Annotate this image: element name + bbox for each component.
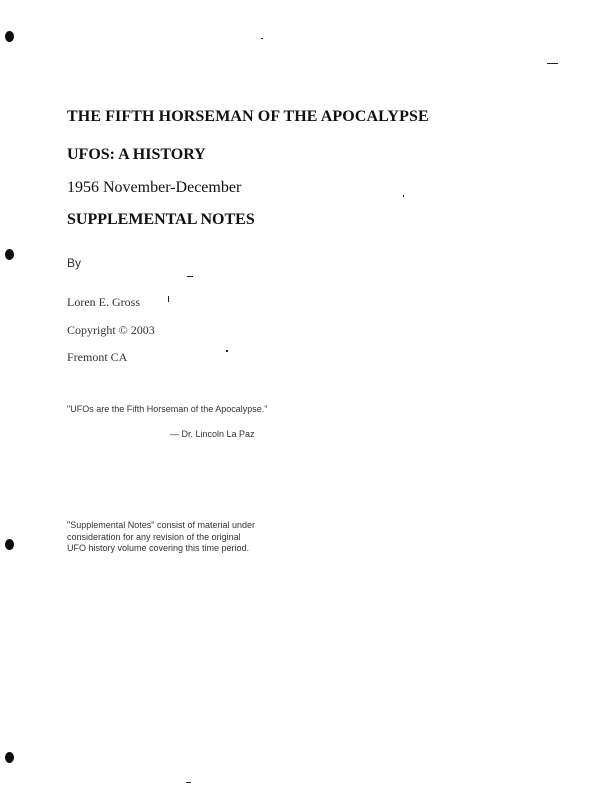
binder-hole-upper-middle <box>5 249 14 260</box>
scan-speck <box>261 38 263 39</box>
scan-speck <box>547 63 558 64</box>
author-name: Loren E. Gross <box>67 295 140 309</box>
document-subtitle: UFOS: A HISTORY <box>67 146 206 163</box>
scan-speck <box>186 782 191 783</box>
date-range: 1956 November-December <box>67 179 242 196</box>
notes-line: consideration for any revision of the original <box>67 531 241 542</box>
scan-speck <box>226 350 228 352</box>
copyright-line: Copyright © 2003 <box>67 323 155 337</box>
scan-speck <box>187 276 193 277</box>
binder-hole-bottom <box>5 752 14 763</box>
document-title: THE FIFTH HORSEMAN OF THE APOCALYPSE <box>67 108 429 125</box>
binder-hole-top <box>5 31 14 42</box>
binder-hole-lower-middle <box>5 539 14 550</box>
epigraph-attribution: — Dr. Lincoln La Paz <box>170 429 255 439</box>
section-heading: SUPPLEMENTAL NOTES <box>67 211 255 228</box>
supplemental-notes-description <box>67 520 255 555</box>
notes-line: UFO history volume covering this time period. <box>67 543 250 553</box>
notes-line: "Supplemental Notes" consist of material under <box>67 520 255 530</box>
by-label: By <box>67 256 82 270</box>
epigraph-quote: "UFOs are the Fifth Horseman of the Apocalypse." <box>67 404 268 414</box>
scan-speck <box>168 296 169 302</box>
scan-speck <box>403 195 404 197</box>
location-line: Fremont CA <box>67 350 128 364</box>
